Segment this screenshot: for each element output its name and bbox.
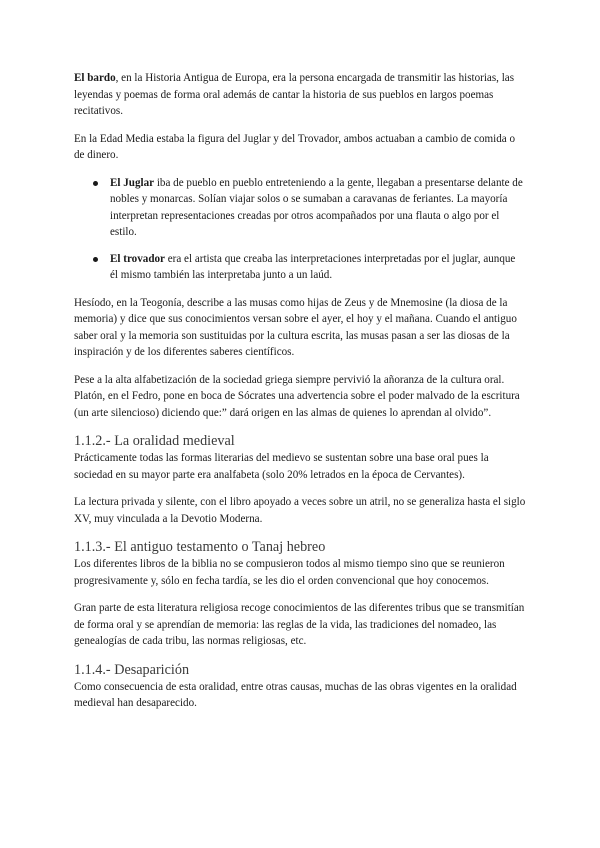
intro-paragraph [74, 70, 526, 120]
bullet-term: El Juglar [110, 176, 155, 189]
bullet-text: era el artista que creaba las interpretaciones interpretadas por el juglar, aunque él mismo también las interpretaba junto a un laúd. [110, 252, 516, 281]
intro-text: , en la Historia Antigua de Europa, era la persona encargada de transmitir las historias, las leyendas y poemas de forma oral además de cantar la historia de sus pueblos en largos poemas recitativos. [74, 72, 515, 117]
bullet-text: iba de pueblo en pueblo entreteniendo a la gente, llegaban a presentarse delante de nobles y monarcas. Solían viajar solos o se sumaban a caravanas de feriantes. La mayoría interpretan representaciones creadas por otros acompañados por una flauta o algo por el estilo. [110, 176, 523, 238]
edad-media-paragraph: En la Edad Media estaba la figura del Juglar y del Trovador, ambos actuaban a cambio de comida o de dinero. [74, 132, 516, 161]
section-paragraph: Gran parte de esta literatura religiosa recoge conocimientos de las diferentes tribus que se transmitían de forma oral y se aprendían de memoria: las reglas de la vida, las tradiciones del nomadeo, las genealogías de cada tribu, las normas religiosas, etc. [74, 602, 525, 647]
section-paragraph: Los diferentes libros de la biblia no se compusieron todos al mismo tiempo sino que se reunieron progresivamente y, sólo en fecha tardía, se les dio el orden convencional que hoy conocemos. [74, 558, 505, 587]
section-paragraph: La lectura privada y silente, con el libro apoyado a veces sobre un atril, no se generaliza hasta el siglo XV, muy vinculada a la Devotio Moderna. [74, 496, 526, 525]
section-paragraph: Prácticamente todas las formas literarias del medievo se sustentan sobre una base oral pues la sociedad en su mayor parte era analfabeta (solo 20% letrados en la época de Cervantes). [74, 452, 489, 481]
section-heading: 1.1.3.- El antiguo testamento o Tanaj hebreo [74, 539, 326, 555]
bullet-list [74, 175, 526, 284]
hesiodo-paragraph: Hesíodo, en la Teogonía, describe a las musas como hijas de Zeus y de Mnemosine (la diosa de la memoria) y dice que sus conocimientos versan sobre el ayer, el hoy y el mañana. Cuando el antiguo saber oral y la memoria son sustituidas por la cultura escrita, las musas pasan a ser las diosas de la inspiración y de los diferentes saberes científicos. [74, 296, 517, 358]
intro-term: El bardo [74, 72, 116, 84]
bullet-term: El trovador [110, 252, 165, 265]
list-item [110, 251, 526, 284]
section-paragraph: Como consecuencia de esta oralidad, entre otras causas, muchas de las obras vigentes en la oralidad medieval han desaparecido. [74, 680, 517, 709]
list-item [110, 175, 526, 241]
pese-paragraph: Pese a la alta alfabetización de la sociedad griega siempre pervivió la añoranza de la cultura oral. Platón, en el Fedro, pone en boca de Sócrates una advertencia sobre el poder malvado de la escritura (un arte silencioso) diciendo que:” dará origen en las almas de quienes lo aprendan al olvido”. [74, 373, 520, 419]
section-heading: 1.1.4.- Desaparición [74, 661, 190, 678]
section-heading: 1.1.2.- La oralidad medieval [74, 433, 235, 449]
